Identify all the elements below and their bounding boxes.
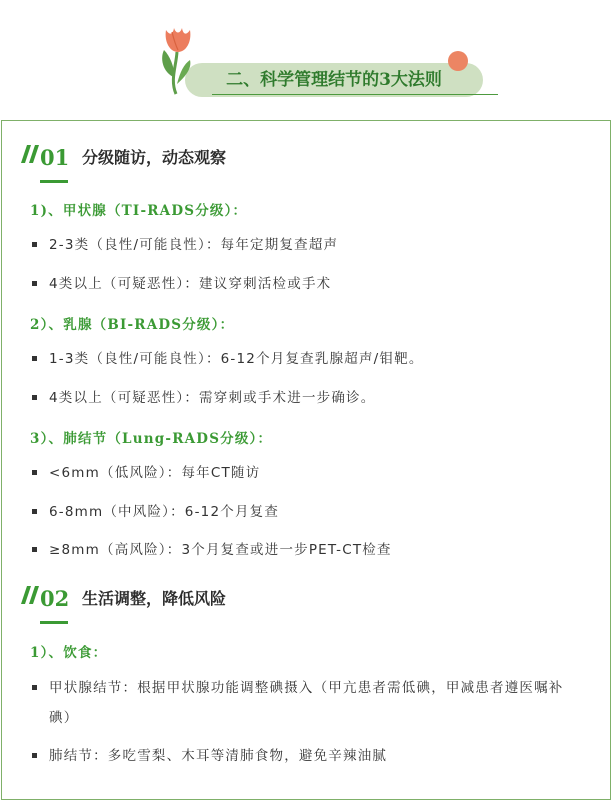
list-item: 1-3类（良性/可能良性）：6-12个月复查乳腺超声/钼靶。 <box>32 344 582 374</box>
section-title: 分级随访，动态观察 <box>82 148 227 167</box>
subsection-heading: 3）、肺结节（Lung-RADS分级）： <box>30 431 273 447</box>
bullet-icon <box>32 685 37 690</box>
list-item: 4类以上（可疑恶性）：建议穿刺活检或手术 <box>32 269 582 299</box>
section-number: 02 <box>40 586 70 611</box>
subsection-heading: 1）、饮食： <box>30 645 108 661</box>
section-title: 生活调整，降低风险 <box>82 589 227 608</box>
bullet-icon <box>32 242 37 247</box>
list-item: ≥8mm（高风险）：3个月复查或进一步PET-CT检查 <box>32 535 582 565</box>
bullet-icon <box>32 356 37 361</box>
bullet-icon <box>32 395 37 400</box>
list-item: 6-8mm（中风险）：6-12个月复查 <box>32 497 582 527</box>
quote-mark-icon <box>18 584 40 606</box>
list-item: 4类以上（可疑恶性）：需穿刺或手术进一步确诊。 <box>32 383 582 413</box>
list-item: <6mm（低风险）：每年CT随访 <box>32 458 582 488</box>
banner-title: 二、科学管理结节的3大法则 <box>226 70 442 90</box>
section-divider <box>40 180 68 183</box>
list-item: 肺结节：多吃雪梨、木耳等清肺食物，避免辛辣油腻 <box>32 741 582 771</box>
content-frame <box>1 120 611 800</box>
quote-mark-icon <box>18 143 40 165</box>
subsection-heading: 1)、甲状腺（TI-RADS分级）： <box>30 203 248 219</box>
bullet-icon <box>32 470 37 475</box>
section-number: 01 <box>40 145 70 170</box>
bullet-icon <box>32 509 37 514</box>
section-banner <box>0 0 614 110</box>
bullet-icon <box>32 753 37 758</box>
bullet-icon <box>32 547 37 552</box>
section-divider <box>40 621 68 624</box>
list-item: 2-3类（良性/可能良性）：每年定期复查超声 <box>32 230 582 260</box>
bullet-icon <box>32 281 37 286</box>
list-item: 甲状腺结节：根据甲状腺功能调整碘摄入（甲亢患者需低碘，甲减患者遵医嘱补碘） <box>32 673 582 733</box>
subsection-heading: 2）、乳腺（BI-RADS分级）： <box>30 317 235 333</box>
